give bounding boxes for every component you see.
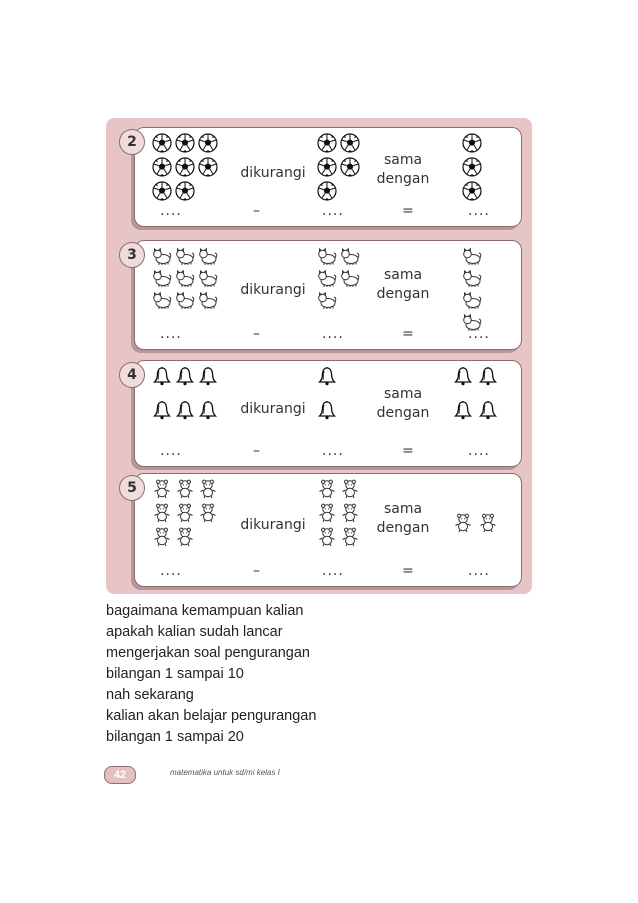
teddy-bear-icon	[152, 479, 172, 499]
bell-icon	[152, 366, 172, 386]
cat-icon	[198, 268, 218, 288]
teddy-bear-icon	[198, 503, 218, 523]
soccer-ball-icon	[175, 181, 195, 201]
blank-result[interactable]: ....	[468, 203, 490, 219]
bell-icon	[453, 400, 473, 420]
blank-minuend[interactable]: ....	[160, 203, 182, 219]
equals-sign: =	[402, 443, 415, 459]
equals-word	[368, 500, 438, 538]
bell-icon	[478, 366, 498, 386]
teddy-bear-icon	[175, 503, 195, 523]
bell-icon	[317, 400, 337, 420]
equals-word	[368, 385, 438, 423]
equals-sign: =	[402, 203, 415, 219]
paragraph-line: kalian akan belajar pengurangan	[106, 708, 317, 724]
minus-sign: –	[253, 443, 261, 459]
bell-icon	[175, 366, 195, 386]
page-number-badge: 42	[104, 766, 136, 784]
teddy-bear-icon	[152, 527, 172, 547]
minus-word: dikurangi	[240, 516, 306, 533]
minus-word: dikurangi	[240, 165, 306, 182]
equals-word-line: sama	[383, 266, 423, 283]
bell-icon	[175, 400, 195, 420]
blank-minuend[interactable]: ....	[160, 443, 182, 459]
cat-icon	[175, 290, 195, 310]
cat-icon	[462, 290, 482, 310]
cat-icon	[175, 268, 195, 288]
paragraph-line: nah sekarang	[106, 687, 194, 703]
cat-icon	[198, 290, 218, 310]
soccer-ball-icon	[317, 157, 337, 177]
minus-sign: –	[253, 203, 261, 219]
equals-word-line: sama	[383, 386, 423, 403]
teddy-bear-icon	[340, 527, 360, 547]
soccer-ball-icon	[340, 133, 360, 153]
equals-word-line: dengan	[376, 170, 430, 187]
paragraph-line: bilangan 1 sampai 10	[106, 666, 244, 682]
soccer-ball-icon	[462, 157, 482, 177]
minus-sign: –	[253, 326, 261, 342]
cat-icon	[317, 268, 337, 288]
cat-icon	[340, 246, 360, 266]
teddy-bear-icon	[198, 479, 218, 499]
soccer-ball-icon	[152, 133, 172, 153]
cat-icon	[317, 290, 337, 310]
bell-icon	[478, 400, 498, 420]
cat-icon	[152, 268, 172, 288]
teddy-bear-icon	[340, 503, 360, 523]
cat-icon	[462, 268, 482, 288]
bell-icon	[453, 366, 473, 386]
book-title: matematika untuk sd/mi kelas I	[170, 768, 280, 777]
paragraph-line: mengerjakan soal pengurangan	[106, 645, 310, 661]
blank-minuend[interactable]: ....	[160, 326, 182, 342]
minus-sign: –	[253, 563, 261, 579]
exercise-number: 3	[119, 242, 145, 268]
equals-word-line: sama	[383, 151, 423, 168]
soccer-ball-icon	[152, 181, 172, 201]
teddy-bear-icon	[175, 527, 195, 547]
blank-subtrahend[interactable]: ....	[322, 563, 344, 579]
bell-icon	[198, 400, 218, 420]
cat-icon	[152, 290, 172, 310]
teddy-bear-icon	[478, 513, 498, 533]
blank-result[interactable]: ....	[468, 563, 490, 579]
exercise-number: 2	[119, 129, 145, 155]
equals-word-line: dengan	[376, 285, 430, 302]
blank-subtrahend[interactable]: ....	[322, 326, 344, 342]
bell-icon	[317, 366, 337, 386]
soccer-ball-icon	[175, 157, 195, 177]
equals-sign: =	[402, 563, 415, 579]
equals-sign: =	[402, 326, 415, 342]
paragraph-line: bilangan 1 sampai 20	[106, 729, 244, 745]
soccer-ball-icon	[340, 157, 360, 177]
cat-icon	[340, 268, 360, 288]
cat-icon	[198, 246, 218, 266]
paragraph-line: apakah kalian sudah lancar	[106, 624, 283, 640]
blank-subtrahend[interactable]: ....	[322, 203, 344, 219]
soccer-ball-icon	[317, 133, 337, 153]
soccer-ball-icon	[462, 181, 482, 201]
blank-result[interactable]: ....	[468, 326, 490, 342]
cat-icon	[317, 246, 337, 266]
soccer-ball-icon	[175, 133, 195, 153]
soccer-ball-icon	[317, 181, 337, 201]
minus-word: dikurangi	[240, 400, 306, 417]
cat-icon	[152, 246, 172, 266]
equals-word	[368, 151, 438, 189]
soccer-ball-icon	[462, 133, 482, 153]
cat-icon	[462, 246, 482, 266]
equals-word-line: dengan	[376, 405, 430, 422]
equals-word	[368, 266, 438, 304]
teddy-bear-icon	[317, 527, 337, 547]
teddy-bear-icon	[317, 479, 337, 499]
blank-subtrahend[interactable]: ....	[322, 443, 344, 459]
paragraph-line: bagaimana kemampuan kalian	[106, 603, 304, 619]
soccer-ball-icon	[198, 157, 218, 177]
teddy-bear-icon	[175, 479, 195, 499]
soccer-ball-icon	[198, 133, 218, 153]
equals-word-line: dengan	[376, 519, 430, 536]
teddy-bear-icon	[317, 503, 337, 523]
bell-icon	[198, 366, 218, 386]
teddy-bear-icon	[340, 479, 360, 499]
intro-paragraph	[106, 601, 436, 748]
teddy-bear-icon	[453, 513, 473, 533]
blank-result[interactable]: ....	[468, 443, 490, 459]
minus-word: dikurangi	[240, 282, 306, 299]
blank-minuend[interactable]: ....	[160, 563, 182, 579]
cat-icon	[175, 246, 195, 266]
teddy-bear-icon	[152, 503, 172, 523]
exercise-number: 4	[119, 362, 145, 388]
bell-icon	[152, 400, 172, 420]
exercise-number: 5	[119, 475, 145, 501]
soccer-ball-icon	[152, 157, 172, 177]
equals-word-line: sama	[383, 500, 423, 517]
